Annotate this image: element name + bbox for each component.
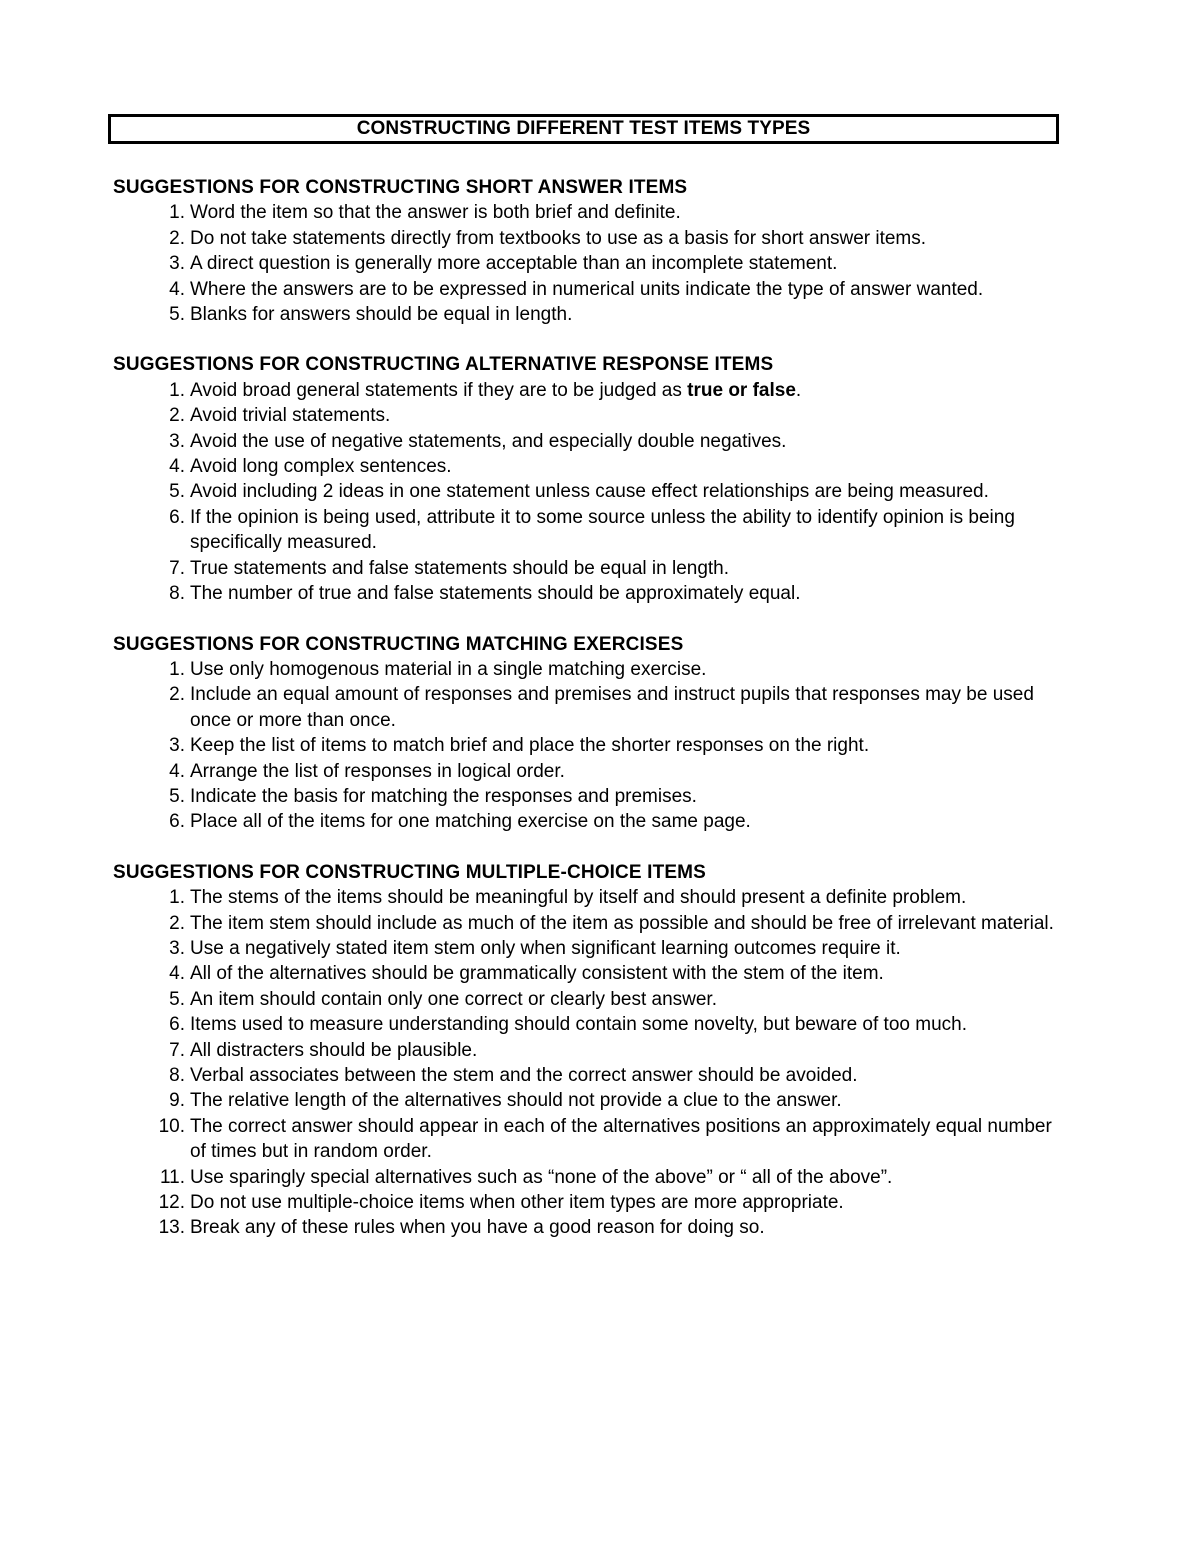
list-item-number: 1. <box>169 658 185 680</box>
list-item-number: 4. <box>169 456 185 478</box>
list-item-text <box>190 961 1065 986</box>
list-item-text <box>190 505 1065 556</box>
list-item <box>113 1190 1073 1215</box>
list-item-number: 6. <box>169 1014 185 1036</box>
list-item <box>113 885 1073 910</box>
list-item-number: 2. <box>169 684 185 706</box>
list-item <box>113 682 1073 733</box>
list-item-text <box>190 1012 1065 1037</box>
list-item <box>113 226 1073 251</box>
list-item-text <box>190 454 1065 479</box>
list-item-text <box>190 911 1065 936</box>
list-item-text <box>190 1088 1065 1113</box>
page-title: CONSTRUCTING DIFFERENT TEST ITEMS TYPES <box>356 118 811 139</box>
list-item-text <box>190 302 1065 327</box>
section-heading: SUGGESTIONS FOR CONSTRUCTING MATCHING EXERCISES <box>113 633 684 655</box>
list-item <box>113 987 1073 1012</box>
text-run: An item should contain only one correct or clearly best answer. <box>190 988 717 1010</box>
list-item-number: 8. <box>169 1065 185 1086</box>
list-item-number: 4. <box>169 278 185 300</box>
list-item <box>113 1215 1073 1240</box>
list-item <box>113 733 1073 758</box>
text-run: . <box>795 379 802 401</box>
list-item-text <box>190 479 1065 504</box>
list-item-number: 7. <box>169 557 185 579</box>
list-item-number: 5. <box>169 481 185 503</box>
text-run: Word the item so that the answer is both brief and definite. <box>190 202 681 224</box>
list-item <box>113 277 1073 302</box>
list-item-text <box>190 1165 1065 1190</box>
list-item <box>113 505 1073 556</box>
list-item-text <box>190 581 1065 606</box>
list-item-number: 2. <box>169 912 185 934</box>
list-item-number: 5. <box>169 304 185 326</box>
text-run: The item stem should include as much of the item as possible and should be free of irrelevant material. <box>190 912 1054 934</box>
list-item-text <box>190 1190 1065 1215</box>
list-item-text <box>190 251 1065 276</box>
numbered-list <box>113 378 1073 607</box>
list-item-number: 11. <box>159 1166 185 1188</box>
list-item <box>113 1088 1073 1113</box>
list-item-number: 12. <box>158 1192 185 1214</box>
list-item-text <box>190 1038 1065 1063</box>
list-item <box>113 378 1073 403</box>
list-item <box>113 403 1073 428</box>
numbered-list <box>113 200 1073 327</box>
text-run: Avoid including 2 ideas in one statement unless cause effect relationships are being measured. <box>190 481 989 503</box>
list-item-text <box>190 809 1065 834</box>
section <box>113 352 1073 606</box>
text-run: Blanks for answers should be equal in length. <box>190 304 573 326</box>
list-item-number: 2. <box>169 405 185 427</box>
text-run: Keep the list of items to match brief and place the shorter responses on the right. <box>190 735 870 757</box>
section-heading: SUGGESTIONS FOR CONSTRUCTING MULTIPLE-CHOICE ITEMS <box>113 861 706 883</box>
list-item <box>113 936 1073 961</box>
list-item-text <box>190 936 1065 961</box>
list-item <box>113 1038 1073 1063</box>
section-heading: SUGGESTIONS FOR CONSTRUCTING ALTERNATIVE RESPONSE ITEMS <box>113 354 774 376</box>
list-item-text <box>190 429 1065 454</box>
text-run: Items used to measure understanding should contain some novelty, but beware of too much. <box>190 1014 967 1036</box>
text-run: Do not use multiple-choice items when other item types are more appropriate. <box>190 1192 844 1214</box>
list-item-text <box>190 556 1065 581</box>
list-item <box>113 809 1073 834</box>
list-item <box>113 961 1073 986</box>
list-item-text <box>190 682 1065 733</box>
section <box>113 175 1073 327</box>
list-item <box>113 657 1073 682</box>
text-run: Arrange the list of responses in logical order. <box>190 760 565 782</box>
text-run: Verbal associates between the stem and the correct answer should be avoided. <box>190 1065 858 1086</box>
list-item <box>113 1012 1073 1037</box>
list-item-number: 4. <box>169 963 185 985</box>
document-body <box>113 175 1073 1266</box>
list-item-number: 5. <box>169 785 185 807</box>
text-run: Use a negatively stated item stem only when significant learning outcomes require it. <box>190 937 901 959</box>
list-item <box>113 556 1073 581</box>
text-run: Avoid broad general statements if they are to be judged as <box>190 379 688 401</box>
list-item <box>113 1165 1073 1190</box>
list-item-text <box>190 1063 1065 1088</box>
list-item-number: 3. <box>169 937 185 959</box>
text-run: The relative length of the alternatives should not provide a clue to the answer. <box>190 1090 842 1112</box>
list-item <box>113 454 1073 479</box>
text-run: Indicate the basis for matching the responses and premises. <box>190 785 697 807</box>
list-item-number: 3. <box>169 430 185 452</box>
text-run: Avoid trivial statements. <box>190 405 391 427</box>
text-run: Break any of these rules when you have a good reason for doing so. <box>190 1217 765 1239</box>
list-item <box>113 784 1073 809</box>
text-run: True statements and false statements should be equal in length. <box>190 557 730 579</box>
list-item-number: 6. <box>169 506 185 528</box>
list-item-text <box>190 1114 1065 1165</box>
section <box>113 860 1073 1241</box>
list-item-text <box>190 885 1065 910</box>
section-heading: SUGGESTIONS FOR CONSTRUCTING SHORT ANSWER ITEMS <box>113 177 688 198</box>
list-item-number: 6. <box>169 811 185 833</box>
text-run: Avoid long complex sentences. <box>190 456 452 478</box>
list-item <box>113 911 1073 936</box>
list-item <box>113 251 1073 276</box>
numbered-list <box>113 885 1073 1241</box>
list-item-number: 3. <box>169 253 185 275</box>
numbered-list <box>113 657 1073 835</box>
section <box>113 632 1073 835</box>
list-item <box>113 1114 1073 1165</box>
list-item-text <box>190 277 1065 302</box>
list-item-text <box>190 1215 1065 1240</box>
list-item-text <box>190 403 1065 428</box>
text-run: All distracters should be plausible. <box>190 1039 478 1061</box>
bold-emphasis: true or false <box>687 379 796 401</box>
list-item-text <box>190 657 1065 682</box>
text-run: Avoid the use of negative statements, and especially double negatives. <box>190 430 787 452</box>
list-item-text <box>190 987 1065 1012</box>
list-item <box>113 302 1073 327</box>
list-item-text <box>190 378 1065 403</box>
list-item-text <box>190 733 1065 758</box>
list-item-text <box>190 200 1065 225</box>
text-run: All of the alternatives should be grammatically consistent with the stem of the item. <box>190 963 884 985</box>
list-item <box>113 1063 1073 1088</box>
text-run: Use only homogenous material in a single matching exercise. <box>190 658 707 680</box>
list-item-text <box>190 784 1065 809</box>
list-item-number: 1. <box>169 379 185 401</box>
list-item-number: 10. <box>158 1115 185 1137</box>
text-run: Place all of the items for one matching exercise on the same page. <box>190 811 751 833</box>
list-item <box>113 429 1073 454</box>
list-item-number: 13. <box>158 1217 185 1239</box>
text-run: A direct question is generally more acceptable than an incomplete statement. <box>190 253 838 275</box>
list-item-number: 1. <box>169 202 185 224</box>
list-item-text <box>190 226 1065 251</box>
text-run: Use sparingly special alternatives such as “none of the above” or “ all of the above”. <box>190 1166 893 1188</box>
text-run: Where the answers are to be expressed in numerical units indicate the type of answer wanted. <box>190 278 984 300</box>
text-run: Include an equal amount of responses and premises and instruct pupils that responses may be used once or more than once. <box>190 684 1034 731</box>
list-item-number: 8. <box>169 583 185 605</box>
list-item-number: 2. <box>169 227 185 249</box>
list-item-number: 9. <box>169 1090 185 1112</box>
text-run: The number of true and false statements should be approximately equal. <box>190 583 801 605</box>
text-run: If the opinion is being used, attribute it to some source unless the ability to identify opinion is being specifically measured. <box>190 506 1015 554</box>
text-run: Do not take statements directly from textbooks to use as a basis for short answer items. <box>190 227 927 249</box>
list-item-number: 4. <box>169 760 185 782</box>
list-item <box>113 479 1073 504</box>
list-item-number: 1. <box>169 887 185 909</box>
text-run: The stems of the items should be meaningful by itself and should present a definite problem. <box>190 887 967 909</box>
list-item-number: 7. <box>169 1039 185 1061</box>
list-item <box>113 200 1073 225</box>
text-run: The correct answer should appear in each of the alternatives positions an approximately equal number of times but in random order. <box>190 1115 1052 1163</box>
list-item <box>113 759 1073 784</box>
list-item-number: 3. <box>169 735 185 757</box>
list-item <box>113 581 1073 606</box>
list-item-text <box>190 759 1065 784</box>
title-box <box>108 114 1059 144</box>
list-item-number: 5. <box>169 988 185 1010</box>
